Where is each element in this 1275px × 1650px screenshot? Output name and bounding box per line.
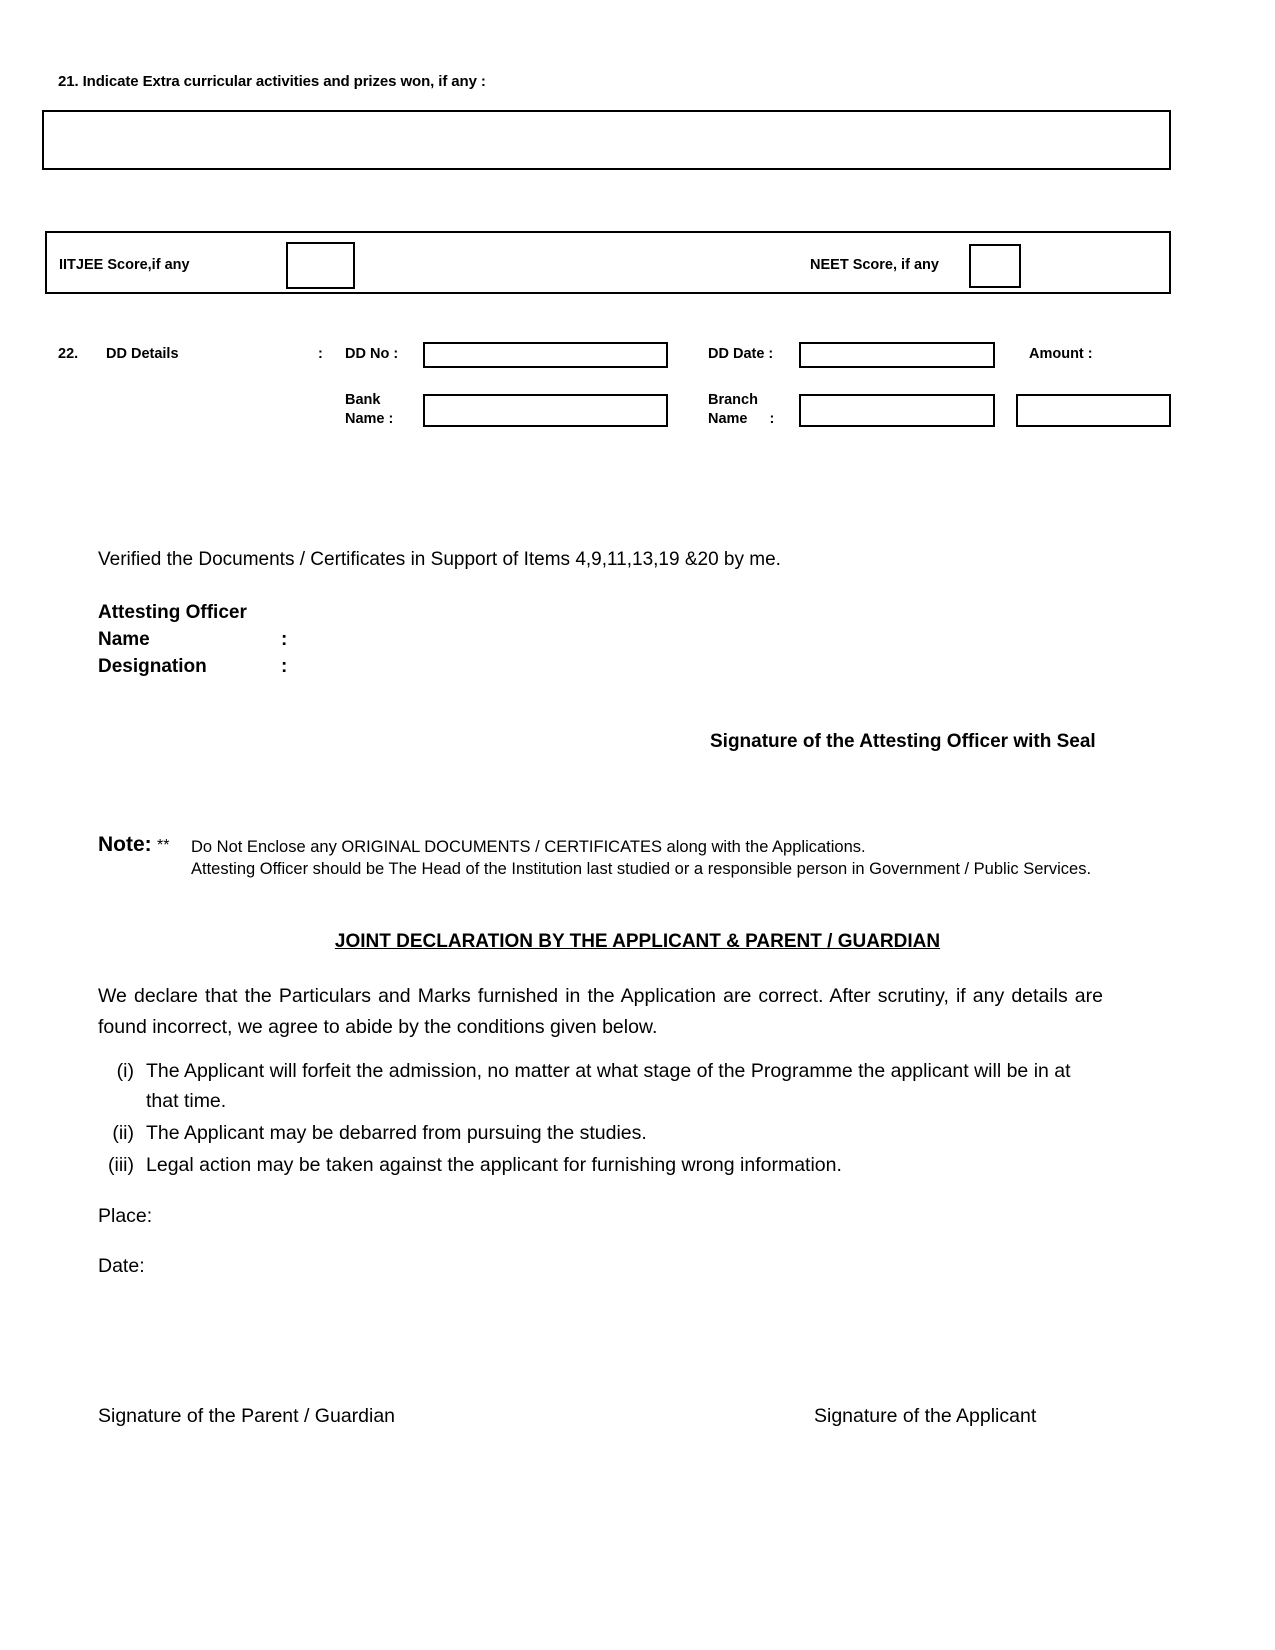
list-item-marker: (ii) [112, 1122, 134, 1144]
amount-label: Amount : [1029, 346, 1093, 362]
attesting-officer-name-colon: : [281, 629, 288, 650]
dd-date-label: DD Date : [708, 346, 774, 362]
attesting-officer-heading: Attesting Officer [98, 602, 247, 623]
list-item-text: The Applicant will forfeit the admission, no matter at what stage of the Programme the applicant will be in at that time. [146, 1060, 1071, 1112]
dd-no-label: DD No : [345, 346, 399, 362]
branch-name-label-colon: : [769, 411, 775, 427]
branch-name-label-line2: Name [708, 411, 748, 427]
dd-no-input[interactable] [423, 342, 668, 368]
branch-name-input[interactable] [799, 394, 995, 427]
note-line-2: Attesting Officer should be The Head of the Institution last studied or a responsible person in Government / Public Services. [191, 860, 1092, 878]
list-item [98, 1118, 1108, 1148]
attesting-officer-name-label: Name [98, 629, 150, 650]
dd-date-input[interactable] [799, 342, 995, 368]
declaration-conditions-list [98, 1056, 1108, 1182]
dd-details-label: DD Details [106, 346, 179, 362]
iitjee-score-input[interactable] [286, 242, 355, 289]
list-item-text: The Applicant may be debarred from pursuing the studies. [146, 1122, 647, 1144]
joint-declaration-heading: JOINT DECLARATION BY THE APPLICANT & PARENT / GUARDIAN [334, 931, 941, 952]
joint-declaration-body: We declare that the Particulars and Marks furnished in the Application are correct. After scrutiny, if any details are found incorrect, we agree to abide by the conditions given below. [98, 985, 1103, 1038]
place-label: Place: [98, 1205, 153, 1227]
iitjee-score-label: IITJEE Score,if any [59, 257, 190, 273]
parent-guardian-signature-label: Signature of the Parent / Guardian [98, 1405, 396, 1427]
list-item-marker: (iii) [108, 1154, 134, 1176]
question-21-label: 21. Indicate Extra curricular activities and prizes won, if any : [58, 73, 486, 90]
neet-score-label: NEET Score, if any [810, 257, 939, 273]
note-heading: Note: [98, 833, 152, 856]
attesting-officer-designation-label: Designation [98, 656, 207, 677]
branch-name-label [708, 391, 803, 429]
extra-curricular-activities-input[interactable] [42, 110, 1171, 170]
question-22-number: 22. [58, 346, 79, 362]
applicant-signature-label: Signature of the Applicant [814, 1405, 1037, 1427]
note-line-1: Do Not Enclose any ORIGINAL DOCUMENTS / CERTIFICATES along with the Applications. [191, 838, 866, 856]
list-item-text: Legal action may be taken against the applicant for furnishing wrong information. [146, 1154, 842, 1176]
bank-name-label [345, 391, 421, 429]
bank-name-label-line2: Name : [345, 411, 394, 427]
date-field[interactable] [98, 1255, 145, 1278]
amount-input[interactable] [1016, 394, 1171, 427]
neet-score-input[interactable] [969, 244, 1021, 288]
bank-name-label-line1: Bank [345, 392, 381, 408]
branch-name-label-line1: Branch [708, 392, 758, 408]
list-item [98, 1150, 1108, 1180]
place-field[interactable] [98, 1205, 152, 1228]
dd-details-colon: : [318, 346, 323, 362]
list-item [98, 1056, 1108, 1116]
attesting-officer-signature-label: Signature of the Attesting Officer with Seal [710, 731, 1096, 752]
attesting-officer-designation-colon: : [281, 656, 288, 677]
verified-documents-statement: Verified the Documents / Certificates in Support of Items 4,9,11,13,19 &20 by me. [98, 549, 781, 570]
note-asterisks: ** [157, 837, 170, 854]
date-label: Date: [98, 1255, 145, 1277]
bank-name-input[interactable] [423, 394, 668, 427]
list-item-marker: (i) [116, 1060, 134, 1082]
